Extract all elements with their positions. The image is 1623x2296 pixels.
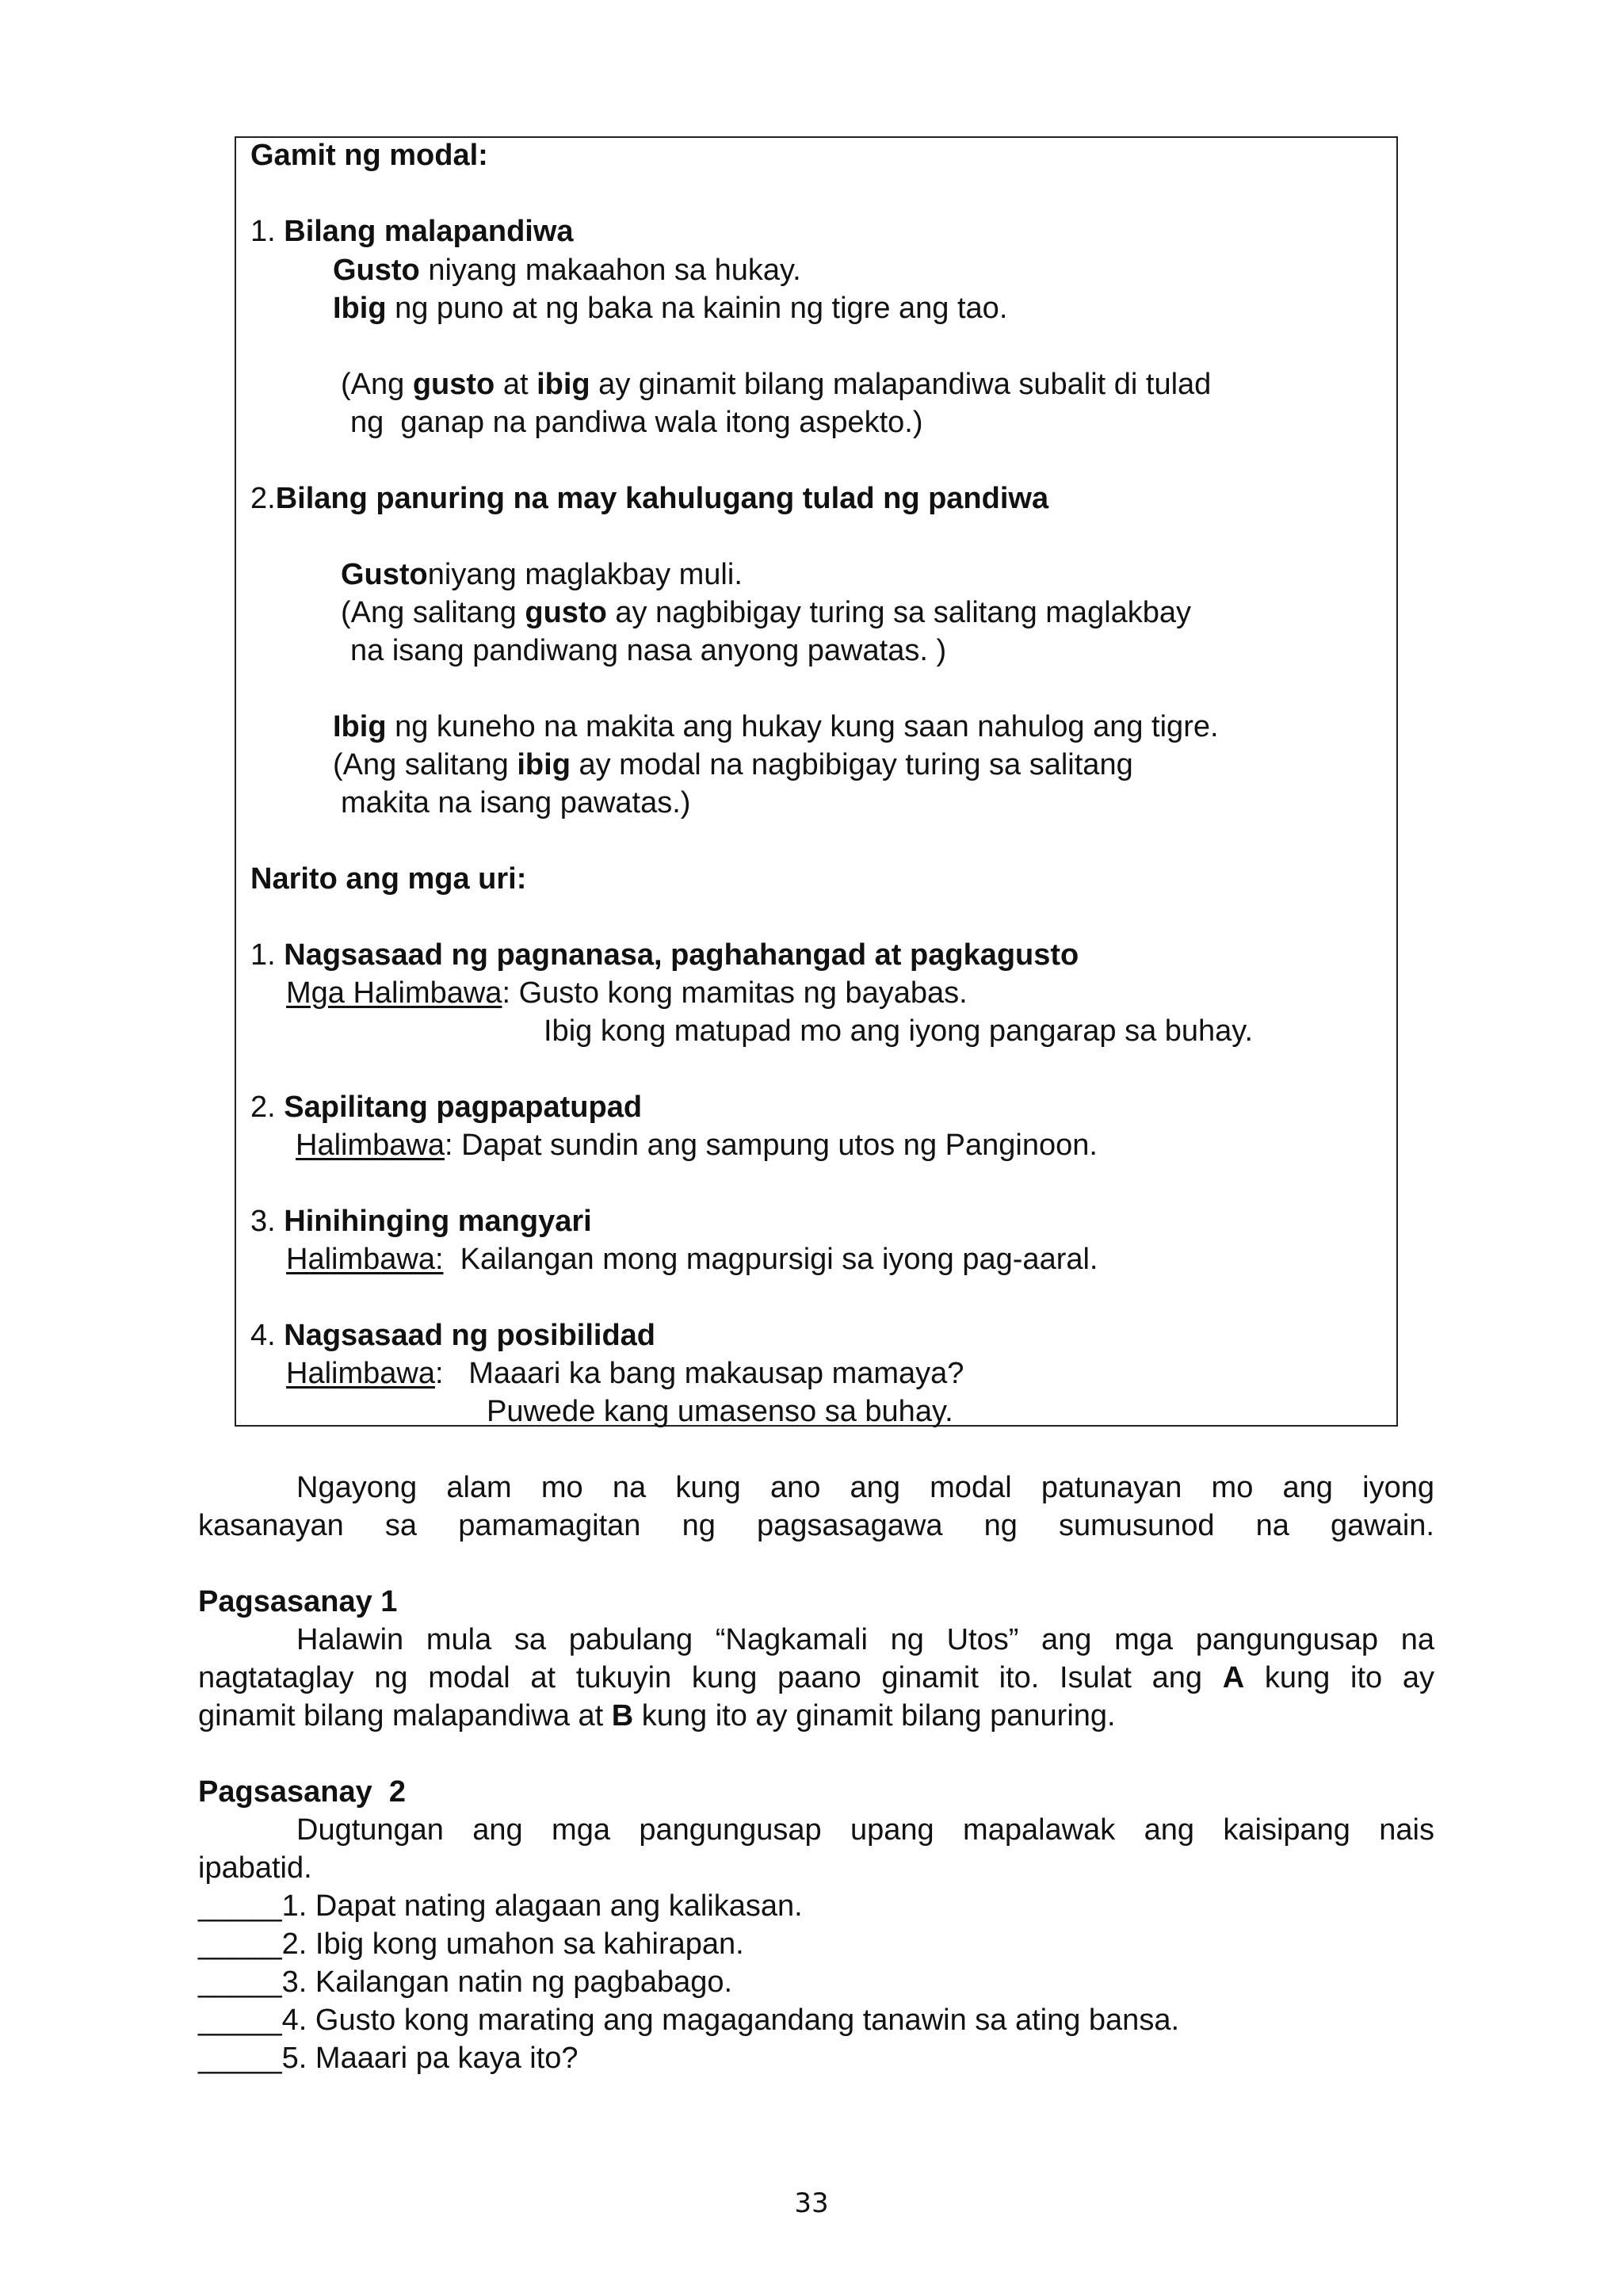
type-2-title: 2. Sapilitang pagpapatupad [250, 1091, 643, 1124]
section-2-example-2-note: (Ang salitang ibig ay modal na nagbibigay turing sa salitang [333, 748, 1133, 781]
exercise-2-item-2: _____2. Ibig kong umahon sa kahirapan. [198, 1927, 744, 1961]
section-1-note-continued: ng ganap na pandiwa wala itong aspekto.) [350, 406, 923, 439]
type-1-example-2: Ibig kong matupad mo ang iyong pangarap sa buhay. [544, 1014, 1254, 1048]
section-2-example-1: Gustoniyang maglakbay muli. [341, 558, 743, 591]
section-1-title: 1. Bilang malapandiwa [250, 215, 574, 248]
exercise-1-line-3: ginamit bilang malapandiwa at B kung ito ay ginamit bilang panuring. [198, 1699, 1116, 1733]
type-4-example-2: Puwede kang umasenso sa buhay. [487, 1395, 953, 1428]
type-1-example-1: Mga Halimbawa: Gusto kong mamitas ng bayabas. [286, 976, 968, 1010]
type-3-title: 3. Hinihinging mangyari [250, 1205, 592, 1238]
exercise-2-line-1: Dugtungan ang mga pangungusap upang mapalawak ang kaisipang nais [296, 1813, 1434, 1847]
type-2-example: Halimbawa: Dapat sundin ang sampung utos ng Panginoon. [296, 1129, 1098, 1162]
type-3-example: Halimbawa: Kailangan mong magpursigi sa iyong pag-aaral. [286, 1243, 1098, 1276]
section-1-note: (Ang gusto at ibig ay ginamit bilang malapandiwa subalit di tulad [341, 368, 1212, 401]
section-1-example-1: Gusto niyang makaahon sa hukay. [333, 254, 801, 287]
exercise-2-line-2: ipabatid. [198, 1851, 312, 1885]
section-2-title: 2.Bilang panuring na may kahulugang tulad ng pandiwa [250, 482, 1049, 515]
type-4-title: 4. Nagsasaad ng posibilidad [250, 1319, 656, 1352]
section-2-example-1-note-continued: na isang pandiwang nasa anyong pawatas. ) [350, 634, 947, 667]
section-2-example-2: Ibig ng kuneho na makita ang hukay kung saan nahulog ang tigre. [333, 710, 1219, 743]
types-heading: Narito ang mga uri: [250, 862, 527, 896]
answer-blank[interactable]: _____ [198, 1927, 282, 1961]
type-4-example-1: Halimbawa: Maaari ka bang makausap mamaya? [286, 1357, 964, 1390]
exercise-1-line-2: nagtataglay ng modal at tukuyin kung paano ginamit ito. Isulat ang A kung ito ay [198, 1661, 1434, 1694]
type-1-title: 1. Nagsasaad ng pagnanasa, paghahangad at pagkagusto [250, 938, 1079, 972]
answer-blank[interactable]: _____ [198, 1966, 282, 1999]
exercise-2-title: Pagsasanay 2 [198, 1775, 406, 1809]
exercise-2-item-3: _____3. Kailangan natin ng pagbabago. [198, 1966, 733, 1999]
answer-blank[interactable]: _____ [198, 2004, 282, 2037]
exercise-1-line-1: Halawin mula sa pabulang “Nagkamali ng Utos” ang mga pangungusap na [296, 1623, 1434, 1656]
section-1-example-2: Ibig ng puno at ng baka na kainin ng tigre ang tao. [333, 292, 1008, 325]
section-2-example-2-note-continued: makita na isang pawatas.) [341, 786, 691, 819]
exercise-2-item-1: _____1. Dapat nating alagaan ang kalikasan. [198, 1889, 803, 1923]
exercise-2-item-4: _____4. Gusto kong marating ang magagandang tanawin sa ating bansa. [198, 2004, 1180, 2037]
answer-blank[interactable]: _____ [198, 2042, 282, 2075]
section-2-example-1-note: (Ang salitang gusto ay nagbibigay turing sa salitang maglakbay [341, 596, 1192, 629]
answer-blank[interactable]: _____ [198, 1889, 282, 1923]
modal-box-heading: Gamit ng modal: [250, 139, 488, 172]
exercise-1-title: Pagsasanay 1 [198, 1585, 398, 1618]
intro-line-1: Ngayong alam mo na kung ano ang modal patunayan mo ang iyong [296, 1471, 1434, 1504]
intro-line-2: kasanayan sa pamamagitan ng pagsasagawa ng sumusunod na gawain. [198, 1509, 1434, 1542]
exercise-2-item-5: _____5. Maaari pa kaya ito? [198, 2042, 579, 2075]
page-number: 33 [794, 2187, 829, 2219]
